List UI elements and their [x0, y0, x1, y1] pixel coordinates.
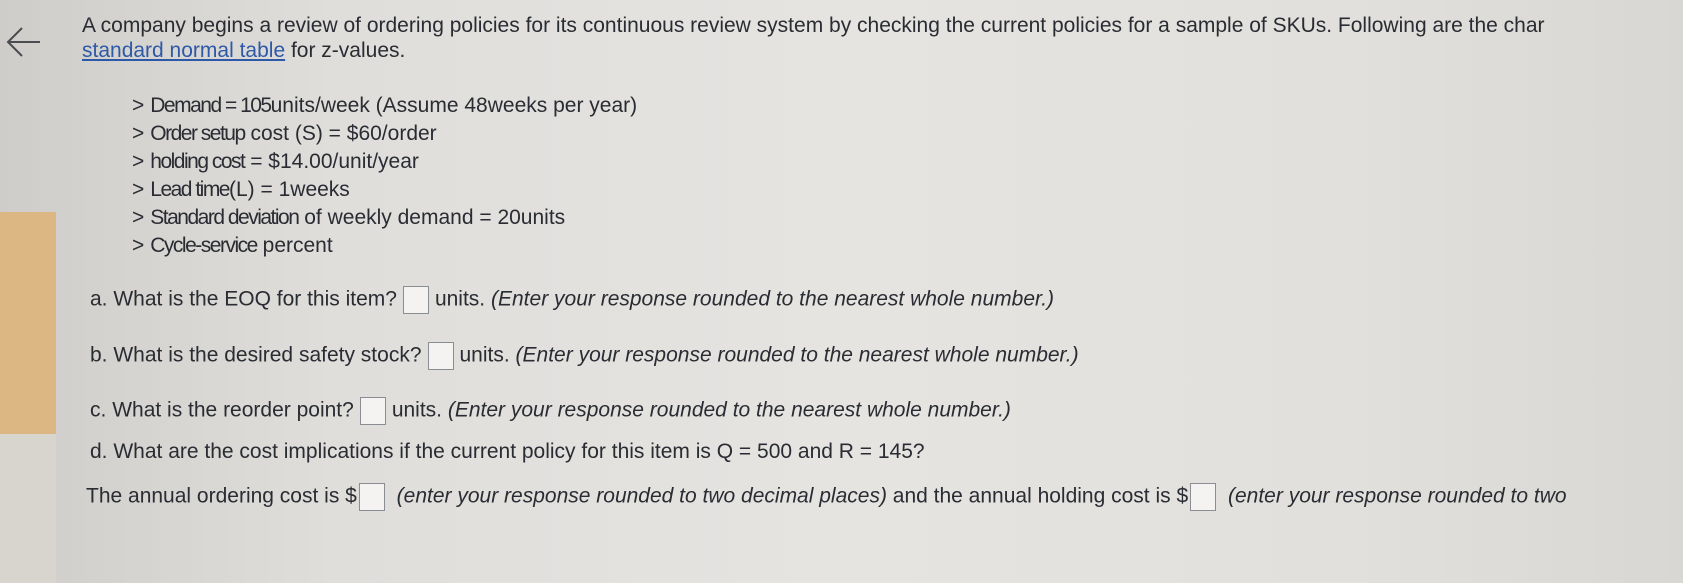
- list-item-cycle-service: [132, 232, 637, 260]
- part-letter: a.: [90, 287, 108, 311]
- bullet-text: = $14.00/unit/year: [250, 150, 419, 173]
- bullet-text: cost (S) = $60/order: [250, 122, 437, 145]
- part-a: [90, 286, 1054, 314]
- part-unit: units.: [459, 343, 510, 367]
- bullet-label: holding cost: [150, 150, 245, 173]
- ordering-cost-instruction: (enter your response rounded to two decimal places): [396, 484, 887, 508]
- ordering-cost-label: The annual ordering cost is $: [86, 484, 357, 508]
- holding-cost-label: and the annual holding cost is $: [886, 484, 1189, 508]
- list-item-order-cost: [132, 120, 637, 148]
- part-prompt: What is the EOQ for this item?: [113, 287, 397, 311]
- side-panel-tab[interactable]: [0, 212, 56, 434]
- intro-suffix: for z-values.: [285, 39, 406, 62]
- question-intro-line2: [82, 39, 405, 63]
- holding-cost-instruction: (enter your response rounded to two: [1228, 484, 1567, 508]
- chevron-right-icon: >: [132, 122, 145, 145]
- part-d: [90, 440, 925, 464]
- question-intro: A company begins a review of ordering policies for its continuous review system by checking the current policies for a sample of SKUs. Following are the char: [82, 14, 1545, 37]
- chevron-right-icon: >: [132, 234, 145, 257]
- part-letter: d.: [90, 440, 108, 463]
- part-instruction: (Enter your response rounded to the nearest whole number.): [515, 343, 1079, 367]
- bullet-text: units/week (Assume 48weeks per year): [270, 94, 638, 117]
- part-prompt: What is the desired safety stock?: [113, 343, 422, 367]
- bullet-text: (L) = 1weeks: [229, 178, 350, 201]
- part-prompt: What is the reorder point?: [112, 398, 354, 422]
- chevron-right-icon: >: [132, 178, 145, 201]
- part-c: [90, 397, 1011, 425]
- bullet-text: percent: [262, 234, 333, 257]
- bullet-label: Lead time: [150, 178, 229, 201]
- list-item-holding-cost: [132, 148, 637, 176]
- part-b: [90, 342, 1079, 370]
- part-letter: b.: [90, 343, 108, 367]
- part-unit: units.: [434, 287, 486, 311]
- bullet-text: of weekly demand = 20units: [304, 206, 566, 229]
- safety-stock-answer-input[interactable]: [428, 342, 454, 370]
- bullet-label: Order setup: [150, 122, 245, 145]
- part-instruction: (Enter your response rounded to the nearest whole number.): [491, 287, 1055, 311]
- eoq-answer-input[interactable]: [403, 286, 429, 314]
- cost-implications-answer-line: [86, 483, 1567, 511]
- standard-normal-table-link[interactable]: standard normal table: [82, 39, 286, 62]
- bullet-label: Demand = 105: [150, 94, 271, 117]
- list-item-demand: [132, 92, 637, 120]
- list-item-std-dev: [132, 204, 637, 232]
- holding-cost-answer-input[interactable]: [1190, 483, 1216, 511]
- side-panel-lower: [0, 434, 56, 583]
- part-unit: units.: [391, 398, 443, 422]
- chevron-right-icon: >: [132, 206, 145, 229]
- chevron-right-icon: >: [132, 150, 145, 173]
- part-prompt: What are the cost implications if the current policy for this item is Q = 500 and R = 145?: [113, 440, 925, 463]
- ordering-cost-answer-input[interactable]: [359, 483, 385, 511]
- back-arrow-icon[interactable]: [4, 22, 44, 62]
- part-letter: c.: [90, 398, 107, 422]
- part-instruction: (Enter your response rounded to the nearest whole number.): [447, 398, 1011, 422]
- list-item-lead-time: [132, 176, 637, 204]
- reorder-point-answer-input[interactable]: [360, 397, 386, 425]
- given-data-list: [132, 92, 637, 260]
- bullet-label: Standard deviation: [150, 206, 299, 229]
- chevron-right-icon: >: [132, 94, 145, 117]
- bullet-label: Cycle-service: [150, 234, 257, 257]
